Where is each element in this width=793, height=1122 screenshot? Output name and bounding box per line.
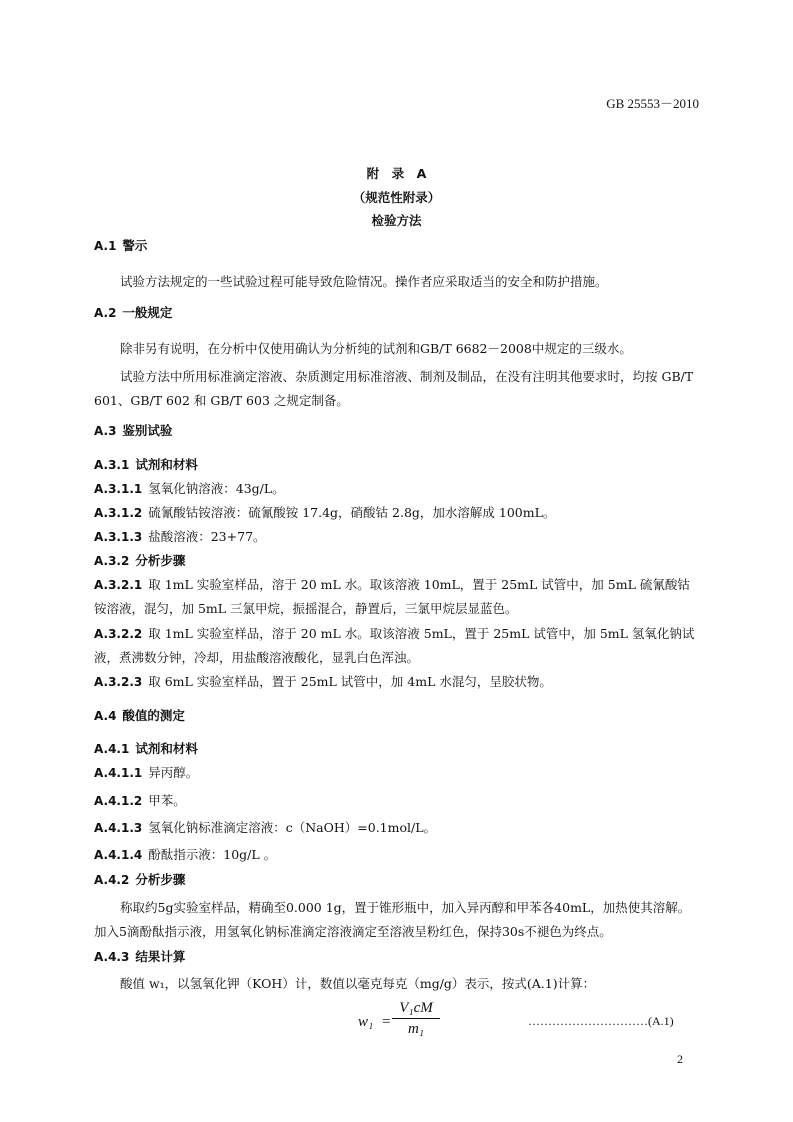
clause bbox=[94, 764, 198, 782]
section-number: A.4.1 bbox=[94, 742, 130, 756]
clause bbox=[94, 504, 555, 522]
clause bbox=[94, 819, 436, 837]
formula-lhs: w₁ bbox=[358, 1014, 374, 1030]
formula-equals: = bbox=[382, 1014, 391, 1030]
subsection-heading bbox=[94, 456, 198, 474]
formula-fraction bbox=[392, 1000, 440, 1038]
section-title: 试剂和材料 bbox=[135, 457, 198, 472]
clause-text: 硫氰酸钴铵溶液：硫氰酸铵 17.4g，硝酸钴 2.8g，加水溶解成 100mL。 bbox=[148, 505, 556, 520]
subsection-heading bbox=[94, 948, 185, 966]
paragraph: 酸值 w₁，以氢氧化钾（KOH）计，数值以毫克每克（mg/g）表示，按式(A.1)计算： bbox=[120, 976, 596, 991]
clause bbox=[94, 846, 276, 864]
formula-numerator: V₁cM bbox=[392, 1000, 440, 1019]
section-number: A.2 bbox=[94, 306, 117, 320]
paragraph: 试验方法规定的一些试验过程可能导致危险情况。操作者应采取适当的安全和防护措施。 bbox=[120, 274, 608, 289]
subsection-heading bbox=[94, 871, 185, 889]
section-number: A.3 bbox=[94, 424, 117, 438]
section-a3-heading bbox=[94, 422, 172, 440]
section-number: A.3.1 bbox=[94, 458, 130, 472]
paragraph: 称取约5g实验室样品，精确至0.000 1g，置于锥形瓶中，加入异丙醇和甲苯各40mL，加热使其溶解。加入5滴酚酞指示液，用氢氧化钠标准滴定溶液滴定至溶液呈粉红色，保持30s不褪色为终点。 bbox=[94, 900, 691, 939]
clause-text: 酚酞指示液：10g/L 。 bbox=[148, 847, 277, 862]
clause-number: A.4.1.1 bbox=[94, 766, 143, 780]
clause-number: A.4.1.4 bbox=[94, 848, 143, 862]
section-title: 结果计算 bbox=[135, 949, 186, 964]
clause-text: 氢氧化钠标准滴定溶液：c（NaOH）=0.1mol/L。 bbox=[148, 820, 437, 835]
clause bbox=[94, 528, 266, 546]
section-a1-heading bbox=[94, 237, 147, 255]
clause-text: 取 1mL 实验室样品，溶于 20 mL 水。取该溶液 10mL，置于 25mL 试管中，加 5mL 硫氰酸钴铵溶液，混匀，加 5mL 三氯甲烷，振摇混合，静置后，三氯甲烷层显蓝色。 bbox=[94, 577, 690, 616]
section-a4-heading bbox=[94, 707, 185, 725]
subsection-heading bbox=[94, 740, 198, 758]
annex-heading: 检验方法 bbox=[371, 213, 422, 228]
clause-number: A.4.1.3 bbox=[94, 821, 143, 835]
annex-subtitle: （规范性附录） bbox=[352, 190, 441, 205]
standard-number: GB 25553－2010 bbox=[606, 96, 699, 111]
section-title: 鉴别试验 bbox=[122, 423, 173, 438]
equation-label: …………………………(A.1) bbox=[528, 1014, 674, 1028]
subsection-heading bbox=[94, 552, 185, 570]
clause-number: A.3.2.2 bbox=[94, 627, 143, 641]
clause bbox=[94, 792, 186, 810]
paragraph: 试验方法中所用标准滴定溶液、杂质测定用标准溶液、制剂及制品，在没有注明其他要求时，均按 GB/T 601、GB/T 602 和 GB/T 603 之规定制备。 bbox=[94, 369, 694, 408]
clause bbox=[94, 573, 700, 621]
section-a2-heading bbox=[94, 304, 172, 322]
section-title: 警示 bbox=[122, 238, 148, 253]
section-title: 试剂和材料 bbox=[135, 741, 198, 756]
clause-text: 盐酸溶液：23+77。 bbox=[148, 529, 266, 544]
section-number: A.3.2 bbox=[94, 554, 130, 568]
formula-a1 bbox=[358, 1000, 448, 1046]
section-number: A.4.2 bbox=[94, 873, 130, 887]
paragraph: 除非另有说明，在分析中仅使用确认为分析纯的试剂和GB/T 6682－2008中规定的三级水。 bbox=[120, 341, 632, 356]
clause bbox=[94, 480, 285, 498]
section-title: 一般规定 bbox=[122, 305, 173, 320]
formula-denominator: m₁ bbox=[407, 1021, 425, 1037]
section-title: 分析步骤 bbox=[135, 872, 186, 887]
section-number: A.4.3 bbox=[94, 950, 130, 964]
section-title: 分析步骤 bbox=[135, 553, 186, 568]
clause bbox=[94, 622, 700, 670]
clause-text: 取 1mL 实验室样品，溶于 20 mL 水。取该溶液 5mL，置于 25mL 试管中，加 5mL 氢氧化钠试液，煮沸数分钟，冷却，用盐酸溶液酸化，显乳白色浑浊。 bbox=[94, 626, 695, 665]
page-number: 2 bbox=[677, 1052, 683, 1066]
clause bbox=[94, 673, 552, 691]
annex-title: 附 录 A bbox=[366, 166, 427, 181]
section-title: 酸值的测定 bbox=[122, 708, 185, 723]
clause-number: A.3.1.3 bbox=[94, 530, 143, 544]
clause-text: 氢氧化钠溶液：43g/L。 bbox=[148, 481, 285, 496]
clause-number: A.3.2.1 bbox=[94, 578, 143, 592]
clause-number: A.3.1.2 bbox=[94, 506, 143, 520]
clause-number: A.4.1.2 bbox=[94, 794, 143, 808]
section-number: A.4 bbox=[94, 709, 117, 723]
clause-text: 异丙醇。 bbox=[148, 765, 199, 780]
clause-text: 取 6mL 实验室样品，置于 25mL 试管中，加 4mL 水混匀，呈胶状物。 bbox=[148, 674, 552, 689]
clause-text: 甲苯。 bbox=[148, 793, 186, 808]
clause-number: A.3.1.1 bbox=[94, 482, 143, 496]
section-number: A.1 bbox=[94, 239, 117, 253]
clause-number: A.3.2.3 bbox=[94, 675, 143, 689]
